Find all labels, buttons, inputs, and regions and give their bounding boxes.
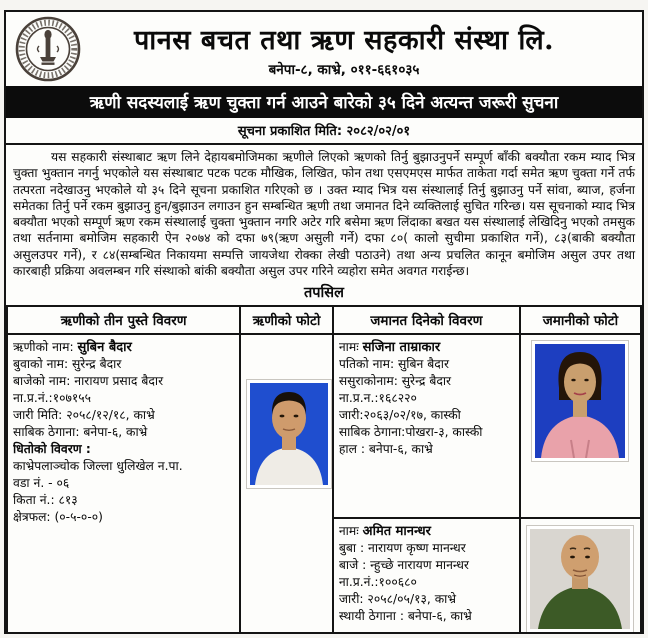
guarantor1-name: सजिना ताम्राकार [362,340,441,356]
borrower-detail-line: ना.प्र.नं.:१०७१५५ [13,391,92,406]
guarantor1-name-label: नामः [338,340,359,355]
collateral-heading: धितोको विवरण : [13,442,91,457]
borrower-name-line [13,339,234,356]
guarantor2-detail-line: बाजे : न्हुच्छे नारायण मानन्धर [338,558,469,573]
details-table [6,305,642,634]
col-header-guarantor-photo: जमानीको फोटो [520,306,641,334]
notice-body-paragraph: यस सहकारी संस्थाबाट ऋण लिने देहायबमोजिमका ऋणीले लिएको ऋणको तिर्नु बुझाउनुपर्ने सम्पूर्ण बाँकी बक्यौता रकम म्याद भित्र चुक्ता भुक्तान नगर्नु भएकोले यस संस्थाबाट पटक पटक मौखिक, लिखित, फोन तथा एसएमएस मार्फत ताकेता गर्दा समेत ऋण चुक्ता गर्ने तर्फ तत्परता नदेखाउनु भएकोले यो ३५ दिने सूचना प्रकाशित गरिएको छ । उक्त म्याद भित्र यस संस्थालाई तिर्नु बुझाउनु पर्ने सांवा, ब्याज, हर्जना समेतका तिर्नु पर्ने रकम बुझाउनु हुन/बुझाउन लगाउन हुन सम्बन्धित ऋणी तथा जमानत दिने व्यक्तिलाई सुचित गरिन्छ। यस सूचनाको म्याद भित्र बक्यौता भएको सम्पूर्ण ऋण रकम संस्थालाई चुक्ता भुक्तान नगरि अटेर गरि बसेमा ऋण लिंदाका बखत यस संस्थालाई लेखिदिनु भएको तमसुक तथा सर्तनामा बमोजिम सहकारी ऐन २०७४ को दफा ७९(ऋण असुली गर्ने) दफा ८०( कालो सुचीमा प्रकाशित गर्ने), ८३(बाकी बक्यौता असुलउपर गर्ने), र ८४(सम्बन्धित निकायमा सम्पत्ति जायजेथा रोक्का लेखी पठाउने) तथा अन्य प्रचलित कानून बमोजिम असुल उपर तथा कारबाही प्रक्रिया अवलम्बन गरि संस्थाको बांकी बक्यौता असुल उपर गरिने व्यहोरा समेत अवगत गराईन्छ। [13,150,635,279]
borrower-photo [246,379,332,489]
cooperative-seal-icon [14,15,82,83]
guarantor1-photo [531,340,629,462]
guarantor2-detail-line: जारी: २०५८/०५/१३, काभ्रे [338,592,456,607]
guarantor1-detail-line: ससुराकोनाम: सुरेन्द्र बैदार [338,374,452,389]
guarantor1-detail-line: जारी:२०६३/०२/१७, कास्की [338,408,461,423]
collateral-line: क्षेत्रफल: (०-५-०-०) [13,510,103,525]
guarantor2-detail-line: स्थायी ठेगाना : बनेपा-६, काभ्रे [338,609,472,624]
guarantor2-name: अमित मानन्धर [362,524,431,540]
guarantor1-details-cell [333,334,520,518]
col-header-borrower-photo: ऋणीको फोटो [240,306,333,334]
borrower-detail-line: जारी मिति: २०५८/१२/१८, काभ्रे [13,408,155,423]
notice-title-bar: ऋणी सदस्यलाई ऋण चुक्ता गर्न आउने बारेको ३५ दिने अत्यन्त जरूरी सुचना [6,86,642,118]
notice-document [4,10,644,634]
guarantor1-name-line [339,339,514,356]
guarantor2-photo-cell [520,518,641,634]
table-row [7,334,641,518]
guarantor1-detail-line: ना.प्र.न.:१६८२२० [338,391,417,406]
borrower-details-cell [7,334,240,634]
borrower-detail-line: बाजेको नाम: नारायण प्रसाद बैदार [13,374,164,389]
guarantor2-name-label: नामः [338,524,359,539]
collateral-line: किता नं.: ८१३ [13,493,78,508]
guarantor2-details-cell [333,518,520,634]
org-address: बनेपा-८, काभ्रे, ०११-६६१०३५ [268,62,420,78]
guarantor2-name-line [339,523,514,540]
guarantor1-photo-cell [520,334,641,518]
col-header-borrower-details: ऋणीको तीन पुस्ते विवरण [7,306,240,334]
guarantor1-detail-line: पतिको नाम: सुबिन बैदार [338,357,450,372]
document-header [6,12,642,86]
header-text-block [82,20,634,78]
guarantor1-detail-line: साबिक ठेगाना:पोखरा-३, कास्की [338,425,483,440]
borrower-detail-line: बुवाको नाम: सुरेन्द्र बैदार [13,357,122,372]
tapasil-heading: तपसिल [304,285,344,302]
borrower-photo-cell [240,334,333,634]
table-header-row [7,306,641,334]
borrower-detail-line: साबिक ठेगाना: बनेपा-६, काभ्रे [13,425,148,440]
guarantor2-photo [526,525,634,633]
collateral-line: वडा नं. - ०६ [13,476,70,491]
col-header-guarantor-details: जमानत दिनेको विवरण [333,306,520,334]
borrower-name: सुबिन बैदार [77,340,132,356]
collateral-line: काभ्रेपलाञ्चोक जिल्ला धुलिखेल न.पा. [13,459,183,474]
guarantor2-detail-line: बुबा : नारायण कृष्ण मानन्धर [338,541,466,556]
borrower-name-label: ऋणीको नाम: [13,340,74,355]
publish-date-line: सूचना प्रकाशित मिति: २०८२/०२/०१ [6,118,642,145]
guarantor2-detail-line: ना.प्र.नं.:१००६८० [338,575,417,590]
org-name: पानस बचत तथा ऋण सहकारी संस्था लि. [133,25,555,56]
guarantor1-detail-line: हाल : बनेपा-६, काभ्रे [338,442,433,457]
